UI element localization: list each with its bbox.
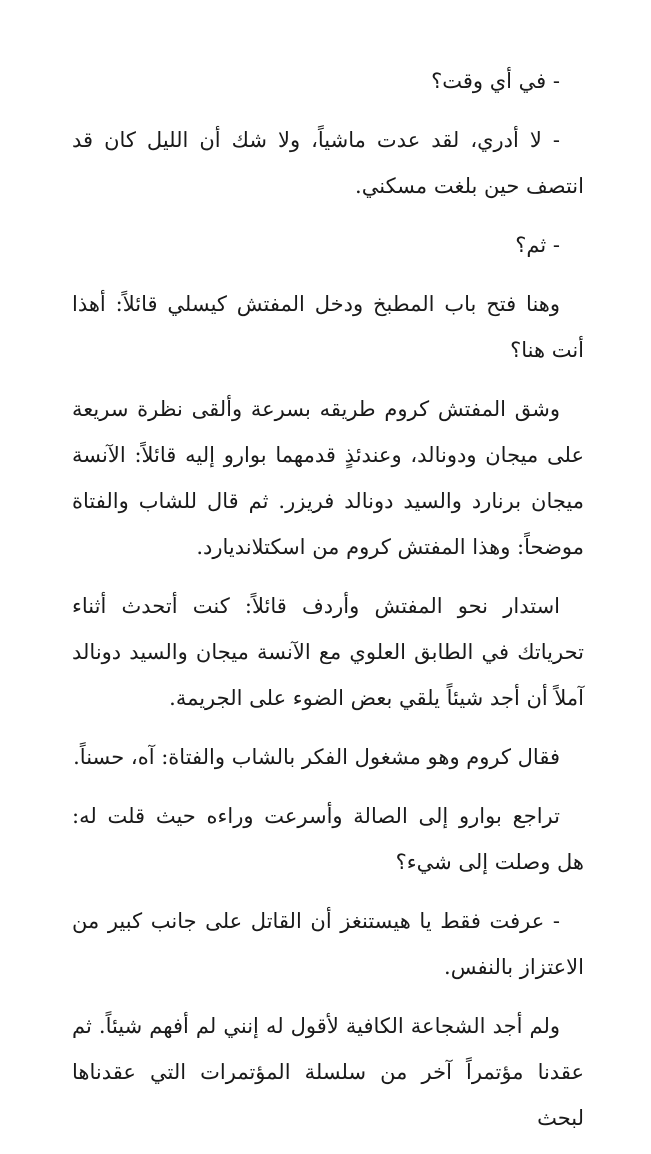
paragraph-10: ولم أجد الشجاعة الكافية لأقول له إنني لم أفهم شيئاً. ثم عقدنا مؤتمراً آخر من سلسلة المؤتمرات التي عقدناها لبحث: [72, 1014, 584, 1130]
paragraph-8: تراجع بوارو إلى الصالة وأسرعت وراءه حيث قلت له: هل وصلت إلى شيء؟: [72, 804, 584, 874]
paragraph-1: - في أي وقت؟: [431, 69, 560, 93]
paragraph-4: وهنا فتح باب المطبخ ودخل المفتش كيسلي قائلاً: أهذا أنت هنا؟: [72, 292, 584, 362]
book-page: [72, 58, 584, 1154]
paragraph-5: وشق المفتش كروم طريقه بسرعة وألقى نظرة سريعة على ميجان ودونالد، وعندئذٍ قدمهما بوارو إليه قائلاً: الآنسة ميجان برنارد والسيد دونالد فريزر. ثم قال للشاب والفتاة موضحاً: وهذا المفتش كروم من اسكتلانديارد.: [72, 397, 584, 559]
paragraph-7: فقال كروم وهو مشغول الفكر بالشاب والفتاة: آه، حسناً.: [73, 745, 560, 769]
paragraph-3: - ثم؟: [515, 233, 560, 257]
paragraph-2: - لا أدري، لقد عدت ماشياً، ولا شك أن الليل كان قد انتصف حين بلغت مسكني.: [72, 128, 584, 198]
paragraph-9: - عرفت فقط يا هيستنغز أن القاتل على جانب كبير من الاعتزاز بالنفس.: [72, 909, 584, 979]
paragraph-6: استدار نحو المفتش وأردف قائلاً: كنت أتحدث أثناء تحرياتك في الطابق العلوي مع الآنسة ميجان والسيد دونالد آملاً أن أجد شيئاً يلقي بعض الضوء على الجريمة.: [72, 594, 584, 710]
